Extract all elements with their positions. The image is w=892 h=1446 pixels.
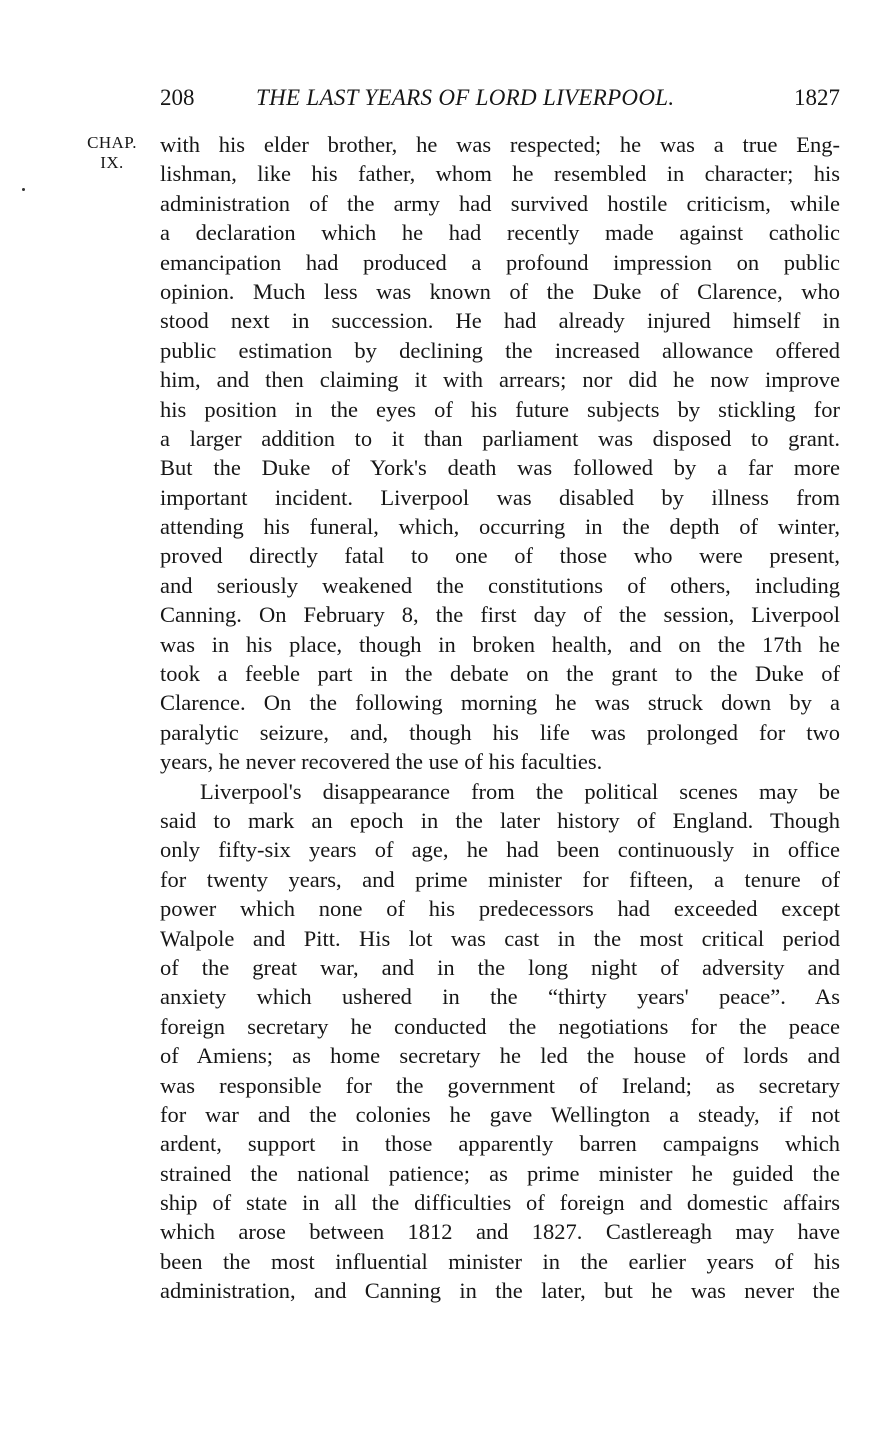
text-line: administration, and Canning in the later, but he was never the (160, 1278, 840, 1304)
paragraph (160, 777, 840, 1306)
text-line: administration of the army had survived hostile criticism, while (160, 190, 840, 216)
text-line: of Amiens; as home secretary he led the house of lords and (160, 1043, 840, 1069)
page-header (160, 80, 848, 116)
text-line: him, and then claiming it with arrears; nor did he now improve (160, 367, 840, 393)
text-line: anxiety which ushered in the “thirty years' peace”. As (160, 984, 840, 1010)
text-line: Clarence. On the following morning he was struck down by a (160, 690, 840, 716)
text-line: was responsible for the government of Ireland; as secretary (160, 1072, 840, 1098)
text-line: foreign secretary he conducted the negotiations for the peace (160, 1013, 840, 1039)
text-line: attending his funeral, which, occurring in the depth of winter, (160, 514, 840, 540)
text-line: only fifty-six years of age, he had been continuously in office (160, 837, 840, 863)
text-line: emancipation had produced a profound impression on public (160, 249, 840, 275)
text-line: and seriously weakened the constitutions of others, including (160, 572, 840, 598)
text-line: public estimation by declining the increased allowance offered (160, 337, 840, 363)
text-line: power which none of his predecessors had exceeded except (160, 896, 840, 922)
text-line: important incident. Liverpool was disabled by illness from (160, 484, 840, 510)
text-line: But the Duke of York's death was followed by a far more (160, 455, 840, 481)
text-line: a declaration which he had recently made against catholic (160, 220, 840, 246)
text-line: Walpole and Pitt. His lot was cast in the most critical period (160, 925, 840, 951)
text-line: opinion. Much less was known of the Duke of Clarence, who (160, 278, 840, 304)
text-line: said to mark an epoch in the later history of England. Though (160, 807, 840, 833)
text-line: his position in the eyes of his future subjects by stickling for (160, 396, 840, 422)
text-line: ardent, support in those apparently barren campaigns which (160, 1131, 840, 1157)
chapter-number: IX. (100, 153, 124, 172)
chapter-label-text: CHAP. (87, 133, 137, 152)
running-title: THE LAST YEARS OF LORD LIVERPOOL. (256, 85, 675, 110)
text-line: paralytic seizure, and, though his life was prolonged for two (160, 719, 840, 745)
text-line: proved directly fatal to one of those who were present, (160, 543, 840, 569)
text-line: was in his place, though in broken health, and on the 17th he (160, 631, 840, 657)
text-line: took a feeble part in the debate on the grant to the Duke of (160, 661, 840, 687)
text-line: for twenty years, and prime minister for fifteen, a tenure of (160, 866, 840, 892)
text-line: ship of state in all the difficulties of foreign and domestic affairs (160, 1190, 840, 1216)
text-line: Canning. On February 8, the first day of the session, Liverpool (160, 602, 840, 628)
text-line: stood next in succession. He had already injured himself in (160, 308, 840, 334)
text-line: been the most influential minister in the earlier years of his (160, 1248, 840, 1274)
body-text (160, 130, 840, 1306)
text-line: strained the national patience; as prime minister he guided the (160, 1160, 840, 1186)
chapter-marginal-label (76, 133, 148, 173)
text-line: lishman, like his father, whom he resembled in character; his (160, 161, 840, 187)
text-line: which arose between 1812 and 1827. Castlereagh may have (160, 1219, 840, 1245)
text-line: Liverpool's disappearance from the political scenes may be (200, 778, 840, 804)
margin-speck (22, 188, 25, 191)
paragraph (160, 130, 840, 777)
text-line: of the great war, and in the long night of adversity and (160, 954, 840, 980)
text-line: for war and the colonies he gave Wellington a steady, if not (160, 1101, 840, 1127)
header-year: 1827 (794, 85, 840, 110)
text-line: a larger addition to it than parliament was disposed to grant. (160, 425, 840, 451)
page-number: 208 (160, 85, 195, 110)
text-line: with his elder brother, he was respected; he was a true Eng- (160, 132, 840, 157)
text-line: years, he never recovered the use of his faculties. (160, 749, 603, 775)
